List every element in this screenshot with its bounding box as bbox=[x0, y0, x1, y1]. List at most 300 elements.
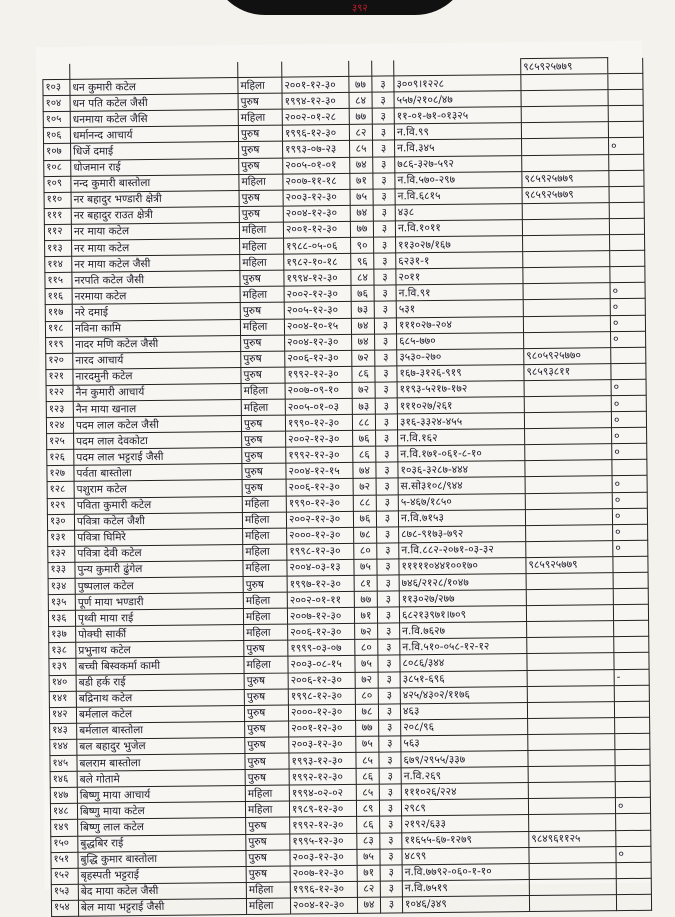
citizenship-number-cell: ३५३०-२७० bbox=[397, 348, 524, 365]
citizenship-number-cell: ६८२१३९७१।७०९ bbox=[399, 606, 526, 623]
name-cell: बर्मलाल बास्तोला bbox=[77, 721, 245, 739]
name-cell: नरपति कटेल जैसी bbox=[72, 271, 240, 289]
gender-cell: पुरुष bbox=[245, 721, 289, 738]
dob-cell: १९९०-१२-३० bbox=[286, 495, 353, 512]
serial-number-cell: १२६ bbox=[47, 450, 74, 466]
phone-cell bbox=[529, 846, 616, 863]
gender-cell: पुरुष bbox=[244, 705, 288, 722]
citizenship-number-cell: १०४६/३४९ bbox=[402, 895, 529, 912]
citizenship-number-cell: ८७८-९१७३-७९२ bbox=[399, 525, 526, 542]
citizenship-number-cell: ५५७/२१०८/४७ bbox=[394, 91, 521, 108]
serial-number-cell: १२३ bbox=[46, 401, 73, 417]
age-cell: ७२ bbox=[352, 350, 375, 366]
ward-code-cell: ३ bbox=[379, 736, 401, 752]
remark-cell bbox=[611, 347, 646, 363]
phone-cell bbox=[524, 380, 611, 397]
name-cell: बेद माया कटेल जैसी bbox=[78, 882, 246, 900]
citizenship-number-cell: स.सो३१०८/९४४ bbox=[398, 477, 525, 494]
ward-code-cell: ३ bbox=[372, 76, 394, 92]
serial-number-cell: १४८ bbox=[50, 804, 77, 820]
age-cell: ७५ bbox=[356, 736, 379, 752]
remark-cell bbox=[614, 621, 649, 637]
dob-cell: २००१-१२-३० bbox=[282, 76, 349, 93]
remark-cell bbox=[616, 830, 651, 846]
gender-cell: पुरुष bbox=[239, 190, 283, 207]
age-cell: ७५ bbox=[357, 849, 380, 865]
remark-cell bbox=[611, 363, 646, 379]
name-cell: नारद आचार्य bbox=[73, 351, 241, 369]
dob-cell: १९९६-१२-३० bbox=[282, 125, 349, 142]
dob-cell: १९९४-१२-३० bbox=[284, 270, 351, 287]
dob-cell: २००१-१२-३० bbox=[283, 221, 350, 238]
ward-code-cell: ३ bbox=[376, 478, 398, 494]
citizenship-number-cell: २०११ bbox=[396, 268, 523, 285]
gender-cell: महिला bbox=[243, 560, 287, 577]
phone-cell bbox=[525, 492, 612, 509]
phone-cell bbox=[523, 299, 610, 316]
dob-cell: २००२-१२-३० bbox=[286, 511, 353, 528]
serial-number-cell: १४७ bbox=[50, 788, 77, 804]
name-cell: बिष्णु माया आचार्य bbox=[77, 786, 245, 804]
name-cell: बच्ची बिस्वकर्मा कामी bbox=[76, 657, 244, 675]
dob-cell: २००६-१२-३० bbox=[285, 350, 352, 367]
citizenship-number-cell: न.वि.६८१५ bbox=[395, 187, 522, 204]
dob-cell: २००५-०१-०१ bbox=[283, 157, 350, 174]
age-cell: ७३ bbox=[351, 302, 374, 318]
phone-cell bbox=[521, 106, 608, 123]
serial-number-cell: १०४ bbox=[43, 96, 70, 112]
citizenship-number-cell: ११३०२७/२७७ bbox=[399, 590, 526, 607]
gender-cell: महिला bbox=[239, 174, 283, 191]
ward-code-cell: ३ bbox=[378, 704, 400, 720]
gender-cell: पुरुष bbox=[241, 351, 285, 368]
name-cell: धनमाया कटेल जैसि bbox=[70, 110, 238, 128]
gender-cell: पुरुष bbox=[246, 850, 290, 867]
name-cell: बल बहादुर भुजेल bbox=[77, 737, 245, 755]
serial-number-cell: १४५ bbox=[50, 755, 77, 771]
remark-cell bbox=[616, 878, 651, 894]
phone-cell bbox=[526, 540, 613, 557]
name-cell: बिष्णु लाल कटेल bbox=[78, 818, 246, 836]
age-cell: ७२ bbox=[353, 479, 376, 495]
name-cell: बर्मलाल कटेल bbox=[76, 705, 244, 723]
age-cell: ७४ bbox=[357, 897, 380, 913]
dob-cell: २००६-१२-३० bbox=[286, 479, 353, 496]
dob-cell: २००२-०१-२८ bbox=[282, 109, 349, 126]
serial-number-cell: १४१ bbox=[49, 691, 76, 707]
citizenship-number-cell: ४३८ bbox=[395, 203, 522, 220]
ward-code-cell: ३ bbox=[379, 784, 401, 800]
age-cell: ९६ bbox=[351, 253, 374, 269]
dob-cell: १९९३-०७-२३ bbox=[283, 141, 350, 158]
age-cell: ७४ bbox=[351, 318, 374, 334]
name-cell: धोजमान राई bbox=[71, 158, 239, 176]
serial-number-cell: १२५ bbox=[47, 433, 74, 449]
ward-code-cell: ३ bbox=[377, 559, 399, 575]
dob-cell: २००४-१२-३० bbox=[290, 897, 357, 914]
serial-number-cell: १३८ bbox=[49, 643, 76, 659]
dob-cell: २००४-१०-१५ bbox=[284, 318, 351, 335]
ward-code-cell: ३ bbox=[380, 832, 402, 848]
age-cell: ८० bbox=[355, 640, 378, 656]
age-cell: ७६ bbox=[353, 511, 376, 527]
phone-cell bbox=[521, 74, 608, 91]
citizenship-number-cell: ५६३ bbox=[401, 734, 528, 751]
serial-number-cell: १०८ bbox=[44, 160, 71, 176]
serial-number-cell: ११९ bbox=[46, 337, 73, 353]
gender-cell: पुरुष bbox=[243, 576, 287, 593]
gender-cell: महिला bbox=[241, 383, 285, 400]
dob-cell: २००४-१२-३० bbox=[283, 205, 350, 222]
name-cell: बले गोतामे bbox=[77, 770, 245, 788]
citizenship-number-cell: न.वि.७१५३ bbox=[398, 509, 525, 526]
age-cell: ८० bbox=[354, 543, 377, 559]
gender-cell: महिला bbox=[246, 882, 290, 899]
serial-number-cell: १५० bbox=[51, 836, 78, 852]
remark-cell bbox=[615, 781, 650, 797]
document-sheet bbox=[36, 41, 651, 915]
remark-cell bbox=[609, 186, 644, 202]
citizenship-number-cell: ३८५१-६९६ bbox=[400, 670, 527, 687]
serial-number-cell: १०३ bbox=[43, 79, 70, 95]
name-cell: बेल माया भट्टराई जैसी bbox=[78, 898, 246, 916]
dob-cell: १९८९-१२-३० bbox=[289, 801, 356, 818]
gender-cell: पुरुष bbox=[246, 834, 290, 851]
serial-number-cell: १४९ bbox=[51, 820, 78, 836]
citizenship-number-cell: न.वि.७५१९ bbox=[402, 879, 529, 896]
phone-cell bbox=[523, 315, 610, 332]
gender-cell: पुरुष bbox=[244, 689, 288, 706]
name-cell: धिर्जे दमाई bbox=[71, 142, 239, 160]
serial-number-cell: १४२ bbox=[49, 707, 76, 723]
citizenship-number-cell: ६७९/२९५५/३३७ bbox=[401, 751, 528, 768]
age-cell: ७२ bbox=[355, 672, 378, 688]
ward-code-cell: ३ bbox=[377, 543, 399, 559]
gender-cell: महिला bbox=[238, 109, 282, 126]
phone-cell bbox=[524, 412, 611, 429]
remark-cell bbox=[609, 154, 644, 170]
remark-cell: ० bbox=[610, 299, 645, 315]
age-cell: ७४ bbox=[353, 462, 376, 478]
name-cell: नर माया कटेल bbox=[71, 222, 239, 240]
serial-number-cell: १११ bbox=[44, 208, 71, 224]
remark-cell bbox=[612, 460, 647, 476]
dob-cell: १९९२-१२-३० bbox=[290, 817, 357, 834]
serial-number-cell: १५४ bbox=[51, 900, 78, 916]
remark-cell bbox=[608, 122, 643, 138]
dob-cell: २००३-१२-३० bbox=[289, 736, 356, 753]
name-cell: पदम लाल कटेल जैसी bbox=[73, 416, 241, 434]
citizenship-number-cell: २१९२/६३३ bbox=[402, 815, 529, 832]
citizenship-number-cell: ४८९९ bbox=[402, 847, 529, 864]
remark-cell bbox=[609, 170, 644, 186]
gender-cell: महिला bbox=[243, 528, 287, 545]
ward-code-cell: ३ bbox=[372, 124, 394, 140]
remark-cell: ० bbox=[610, 315, 645, 331]
phone-cell bbox=[527, 621, 614, 638]
ward-code-cell: ३ bbox=[375, 414, 397, 430]
beneficiary-table bbox=[42, 57, 652, 917]
remark-cell bbox=[613, 588, 648, 604]
serial-number-cell: १४३ bbox=[50, 723, 77, 739]
ward-code-cell: ३ bbox=[380, 816, 402, 832]
gender-cell: पुरुष bbox=[245, 753, 289, 770]
citizenship-number-cell: १६७-३१२६-९१९ bbox=[397, 364, 524, 381]
gender-cell: महिला bbox=[242, 512, 286, 529]
serial-number-cell: १०६ bbox=[43, 128, 70, 144]
gender-cell: पुरुष bbox=[241, 367, 285, 384]
gender-cell: महिला bbox=[240, 286, 284, 303]
phone-cell bbox=[525, 460, 612, 477]
citizenship-number-cell: न.वि.१६२ bbox=[398, 429, 525, 446]
citizenship-number-cell: न.वि.१०११ bbox=[395, 220, 522, 237]
remark-cell: ० bbox=[612, 508, 647, 524]
dob-cell: २००२-१२-३० bbox=[284, 286, 351, 303]
name-cell: बिष्णु माया कटेल bbox=[77, 802, 245, 820]
citizenship-number-cell: न.वि.२६९ bbox=[401, 767, 528, 784]
gender-cell: पुरुष bbox=[241, 335, 285, 352]
remark-cell: ० bbox=[610, 283, 645, 299]
gender-cell: महिला bbox=[243, 592, 287, 609]
phone-cell bbox=[525, 508, 612, 525]
phone-cell: ९८५९२५७७९ bbox=[522, 170, 609, 187]
age-cell: ७७ bbox=[349, 108, 372, 124]
age-cell: ७५ bbox=[350, 189, 373, 205]
gender-cell: पुरुष bbox=[239, 142, 283, 159]
name-cell: नैन कुमारी आचार्य bbox=[73, 383, 241, 401]
dob-cell: २००२-०१-११ bbox=[287, 591, 354, 608]
phone-cell bbox=[527, 701, 614, 718]
ward-code-cell: ३ bbox=[375, 334, 397, 350]
gender-cell: पुरुष bbox=[244, 673, 288, 690]
gender-cell: महिला bbox=[238, 77, 282, 94]
dob-cell: २००६-१२-३० bbox=[288, 624, 355, 641]
age-cell: ७७ bbox=[349, 76, 372, 92]
remark-cell bbox=[613, 572, 648, 588]
serial-number-cell: १३५ bbox=[48, 594, 75, 610]
dob-cell: १९९८-१२-३० bbox=[287, 543, 354, 560]
remark-cell: ० bbox=[612, 427, 647, 443]
phone-cell bbox=[523, 283, 610, 300]
gender-cell: महिला bbox=[241, 399, 285, 416]
name-cell: पविता कुमारी कटेल bbox=[74, 496, 242, 514]
name-cell: नैन माया खनाल bbox=[73, 400, 241, 418]
serial-number-cell: १०९ bbox=[44, 176, 71, 192]
name-cell: बृहस्पती भट्टराई bbox=[78, 866, 246, 884]
serial-number-cell: १०७ bbox=[44, 144, 71, 160]
gender-cell: पुरुष bbox=[242, 463, 286, 480]
name-cell: पशुराम कटेल bbox=[74, 480, 242, 498]
dob-cell: १९९५-१२-३० bbox=[290, 833, 357, 850]
citizenship-number-cell: न.वि.९९ bbox=[394, 123, 521, 140]
name-cell: बद्रिनाथ कटेल bbox=[76, 689, 244, 707]
gender-cell: महिला bbox=[240, 319, 284, 336]
gender-cell: पुरुष bbox=[238, 125, 282, 142]
remark-cell bbox=[614, 637, 649, 653]
gender-cell: पुरुष bbox=[242, 431, 286, 448]
phone-cell: ९८४९६११२५ bbox=[529, 830, 616, 847]
phone-cell bbox=[522, 203, 609, 220]
age-cell: ८६ bbox=[356, 768, 379, 784]
age-cell: ७८ bbox=[354, 527, 377, 543]
page-number-mark: ३९२ bbox=[352, 3, 368, 14]
name-cell: बलराम बास्तोला bbox=[77, 754, 245, 772]
remark-cell: ० bbox=[616, 846, 651, 862]
ward-code-cell: ३ bbox=[373, 140, 395, 156]
citizenship-number-cell: ११९३-५२१७-१७२ bbox=[397, 380, 524, 397]
remark-cell: ० bbox=[615, 798, 650, 814]
gender-cell: महिला bbox=[240, 238, 284, 255]
dob-cell: १९९४-१२-३० bbox=[282, 93, 349, 110]
ward-code-cell: ३ bbox=[376, 494, 398, 510]
age-cell: ८४ bbox=[351, 269, 374, 285]
phone-cell bbox=[528, 734, 615, 751]
name-cell: नर माया कटेल जैसी bbox=[72, 255, 240, 273]
age-cell: ८४ bbox=[349, 92, 372, 108]
serial-number-cell: १४६ bbox=[50, 771, 77, 787]
ward-code-cell: ३ bbox=[375, 350, 397, 366]
dob-cell: २००३-१२-३० bbox=[290, 849, 357, 866]
citizenship-number-cell: ६८५-७७० bbox=[397, 332, 524, 349]
gender-cell: महिला bbox=[244, 624, 288, 641]
name-cell: पदम लाल देवकोटा bbox=[74, 432, 242, 450]
gender-cell: पुरुष bbox=[245, 769, 289, 786]
name-cell: बडी हर्क राई bbox=[76, 673, 244, 691]
age-cell: ८२ bbox=[349, 125, 372, 141]
phone-cell bbox=[528, 750, 615, 767]
dob-cell: १९९३-१२-३० bbox=[289, 752, 356, 769]
gender-cell: पुरुष bbox=[238, 93, 282, 110]
dob-cell: १९९२-१२-३० bbox=[285, 366, 352, 383]
name-cell: धर्मानन्द आचार्य bbox=[70, 126, 238, 144]
citizenship-number-cell: न.वि.९१ bbox=[396, 284, 523, 301]
age-cell: ८६ bbox=[352, 366, 375, 382]
serial-number-cell: १३६ bbox=[48, 610, 75, 626]
citizenship-number-cell: न.वि.८८२-२०७१-०३-३२ bbox=[399, 541, 526, 558]
name-cell: नर बहादुर भण्डारी क्षेत्री bbox=[71, 190, 239, 208]
citizenship-number-cell: १११११०४४१००१७० bbox=[399, 557, 526, 574]
age-cell: ८५ bbox=[356, 752, 379, 768]
citizenship-number-cell: ७८६-३२७-५९२ bbox=[395, 155, 522, 172]
gender-cell: महिला bbox=[243, 608, 287, 625]
ward-code-cell: ३ bbox=[379, 800, 401, 816]
citizenship-number-cell: १११०२७-२०४ bbox=[396, 316, 523, 333]
dob-cell: २००४-१२-३० bbox=[285, 334, 352, 351]
phone-cell bbox=[524, 331, 611, 348]
gender-cell: पुरुष bbox=[239, 206, 283, 223]
serial-number-cell: १३१ bbox=[48, 530, 75, 546]
phone-cell bbox=[524, 396, 611, 413]
remark-cell bbox=[608, 73, 643, 89]
serial-number-cell: ११३ bbox=[45, 240, 72, 256]
ward-code-cell: ३ bbox=[380, 881, 402, 897]
phone-cell bbox=[529, 878, 616, 895]
name-cell: नादर मणि कटेल जैसी bbox=[73, 335, 241, 353]
phone-cell bbox=[526, 573, 613, 590]
remark-cell bbox=[615, 717, 650, 733]
gender-cell: महिला bbox=[242, 496, 286, 513]
citizenship-number-cell: ११३०२७/१६७ bbox=[396, 236, 523, 253]
serial-number-cell: ११५ bbox=[45, 273, 72, 289]
dob-cell: १९९६-१२-३० bbox=[290, 881, 357, 898]
age-cell: ८६ bbox=[353, 446, 376, 462]
age-cell: ८९ bbox=[356, 800, 379, 816]
phone-cell bbox=[528, 766, 615, 783]
age-cell: ७४ bbox=[350, 157, 373, 173]
ward-code-cell: ३ bbox=[380, 848, 402, 864]
dob-cell: १९९८-१२-३० bbox=[288, 688, 355, 705]
ward-code-cell: ३ bbox=[378, 623, 400, 639]
ward-code-cell: ३ bbox=[374, 237, 396, 253]
ward-code-cell: ३ bbox=[372, 108, 394, 124]
citizenship-number-cell: २९८९ bbox=[401, 799, 528, 816]
phone-cell bbox=[522, 138, 609, 155]
gender-cell: महिला bbox=[246, 898, 290, 915]
gender-cell: पुरुष bbox=[241, 415, 285, 432]
name-cell: पवित्रा कटेल जैशी bbox=[74, 512, 242, 530]
citizenship-number-cell: ३००९।१२२८ bbox=[394, 75, 521, 92]
age-cell: ७४ bbox=[350, 205, 373, 221]
remark-cell: ० bbox=[612, 492, 647, 508]
gender-cell: महिला bbox=[243, 544, 287, 561]
ward-code-cell: ३ bbox=[375, 398, 397, 414]
dob-cell: १९८२-१०-१८ bbox=[284, 254, 351, 271]
remark-cell bbox=[614, 701, 649, 717]
phone-cell bbox=[528, 717, 615, 734]
citizenship-number-cell: २०८/९६ bbox=[401, 718, 528, 735]
citizenship-number-cell: न.वि.७७९२-०६०-१-१० bbox=[402, 863, 529, 880]
phone-cell bbox=[527, 669, 614, 686]
name-cell: पुष्पलाल कटेल bbox=[75, 577, 243, 595]
serial-number-cell: १२८ bbox=[47, 482, 74, 498]
age-cell: ७६ bbox=[351, 285, 374, 301]
ward-code-cell: ३ bbox=[378, 688, 400, 704]
dob-cell: २००१-१२-३० bbox=[289, 720, 356, 737]
serial-number-cell: १२९ bbox=[47, 498, 74, 514]
citizenship-number-cell: ११-०१-७१-०१३२५ bbox=[394, 107, 521, 124]
phone-cell bbox=[529, 862, 616, 879]
ward-code-cell: ३ bbox=[377, 607, 399, 623]
serial-number-cell: १४४ bbox=[50, 739, 77, 755]
gender-cell: पुरुष bbox=[246, 866, 290, 883]
ward-code-cell: ३ bbox=[373, 156, 395, 172]
remark-cell: ० bbox=[609, 138, 644, 154]
name-cell: पुन्य कुमारी ढुंगेल bbox=[75, 560, 243, 578]
serial-number-cell: १४० bbox=[49, 675, 76, 691]
phone-cell bbox=[525, 428, 612, 445]
name-cell: पृथ्वी माया राई bbox=[75, 609, 243, 627]
remark-cell bbox=[615, 749, 650, 765]
ward-code-cell: ३ bbox=[379, 768, 401, 784]
age-cell: ७७ bbox=[356, 720, 379, 736]
phone-cell bbox=[529, 814, 616, 831]
phone-cell bbox=[523, 235, 610, 252]
remark-cell bbox=[614, 653, 649, 669]
citizenship-number-cell: ११६५५-६७-१२७९ bbox=[402, 831, 529, 848]
citizenship-number-cell: न.वि.३४५ bbox=[395, 139, 522, 156]
age-cell: ७७ bbox=[354, 591, 377, 607]
remark-cell: ० bbox=[612, 476, 647, 492]
remark-cell: ० bbox=[611, 395, 646, 411]
age-cell: ७२ bbox=[352, 382, 375, 398]
serial-number-cell: १३९ bbox=[49, 659, 76, 675]
remark-cell bbox=[610, 267, 645, 283]
dob-cell: १९९२-१२-३० bbox=[289, 768, 356, 785]
gender-cell: पुरुष bbox=[240, 302, 284, 319]
remark-cell bbox=[613, 604, 648, 620]
name-cell: नविना कामि bbox=[72, 319, 240, 337]
ward-code-cell: ३ bbox=[374, 285, 396, 301]
